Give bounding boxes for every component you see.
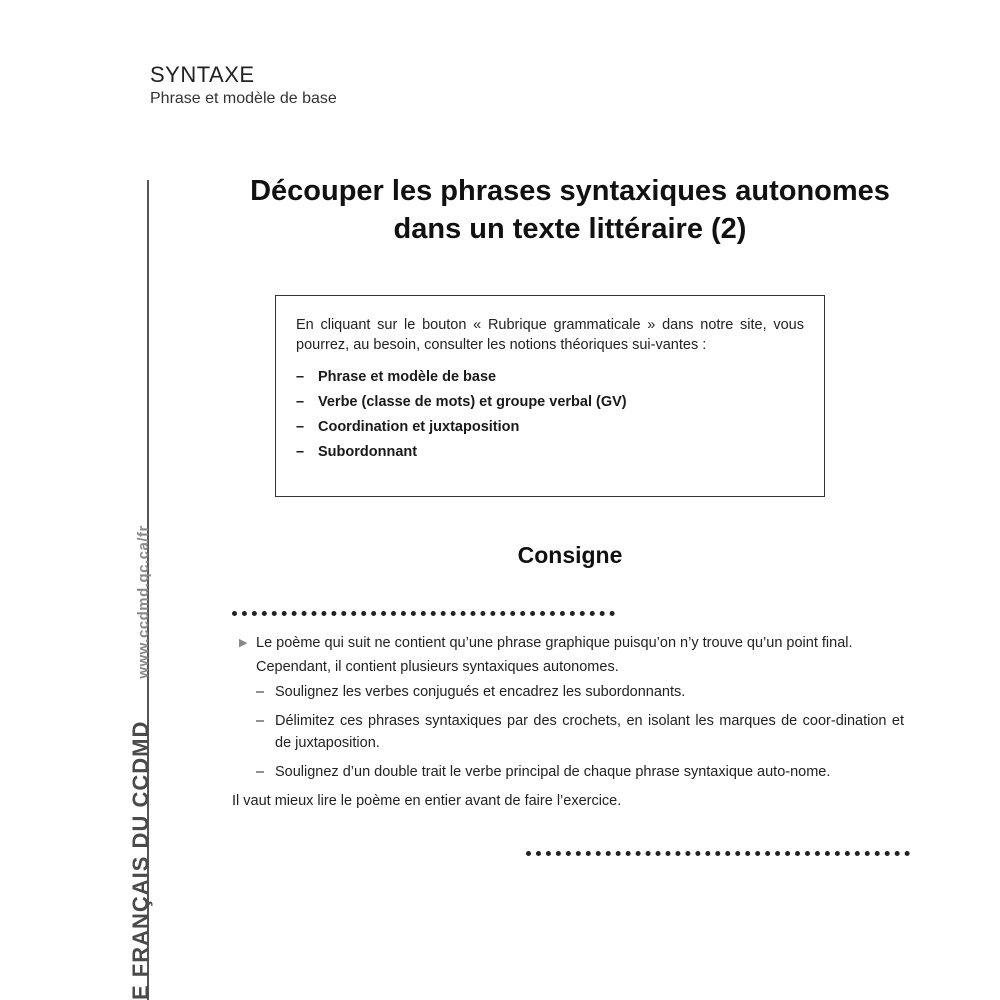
notice-intro: En cliquant sur le bouton « Rubrique grammaticale » dans notre site, vous pourrez, au besoin, consulter les notions théoriques sui-vantes :: [296, 317, 804, 353]
notice-item-label: Coordination et juxtaposition: [318, 419, 520, 435]
instructions-steps: [232, 681, 904, 783]
page-header: [150, 62, 337, 110]
notice-item: – Subordonnant: [296, 444, 418, 460]
section-title: SYNTAXE: [150, 62, 255, 87]
notice-list: [296, 365, 804, 465]
sidebar-brand: E FRANÇAIS DU CCDMD: [128, 720, 153, 1000]
instructions-intro: [232, 631, 904, 679]
sidebar-branding: [128, 525, 154, 1000]
page-title: [230, 172, 910, 248]
page-title-line-1: Découper les phrases syntaxiques autonomes: [250, 175, 890, 207]
notice-item-label: Subordonnant: [318, 444, 418, 460]
notice-item: – Coordination et juxtaposition: [296, 419, 520, 435]
notice-item-label: Verbe (classe de mots) et groupe verbal (GV): [318, 394, 627, 410]
instruction-step-text: Soulignez les verbes conjugués et encadrez les subordonnants.: [275, 684, 686, 700]
instruction-step: – Soulignez les verbes conjugués et encadrez les subordonnants.: [256, 684, 686, 700]
subsection-title: Phrase et modèle de base: [150, 90, 337, 107]
notice-item: – Phrase et modèle de base: [296, 369, 497, 385]
instruction-step-text: Soulignez d’un double trait le verbe principal de chaque phrase syntaxique auto-nome.: [275, 764, 831, 780]
instructions-intro-text: Le poème qui suit ne contient qu’une phrase graphique puisqu’on n’y trouve qu’un point final. Cependant, il contient plusieurs syntaxiques autonomes.: [256, 635, 853, 675]
dotted-divider-bottom: [526, 851, 910, 856]
dotted-divider-top: [232, 611, 615, 616]
instruction-step: – Soulignez d’un double trait le verbe principal de chaque phrase syntaxique auto-nome.: [256, 764, 831, 780]
page-title-line-2: dans un texte littéraire (2): [393, 213, 747, 245]
sidebar-url[interactable]: www.ccdmd.qc.ca/fr: [135, 525, 152, 679]
instructions-closing: Il vaut mieux lire le poème en entier avant de faire l’exercice.: [232, 793, 622, 809]
instruction-step-text: Délimitez ces phrases syntaxiques par des crochets, en isolant les marques de coor-dination et de juxtaposition.: [275, 713, 904, 751]
consigne-heading: Consigne: [517, 542, 623, 568]
notice-item-label: Phrase et modèle de base: [318, 369, 497, 385]
notice-box: [275, 295, 825, 497]
triangle-bullet-icon: ▶: [239, 637, 248, 649]
instruction-step: – Délimitez ces phrases syntaxiques par des crochets, en isolant les marques de coor-dination et de juxtaposition.: [256, 713, 904, 751]
instructions: [232, 631, 904, 812]
notice-item: – Verbe (classe de mots) et groupe verbal (GV): [296, 394, 627, 410]
